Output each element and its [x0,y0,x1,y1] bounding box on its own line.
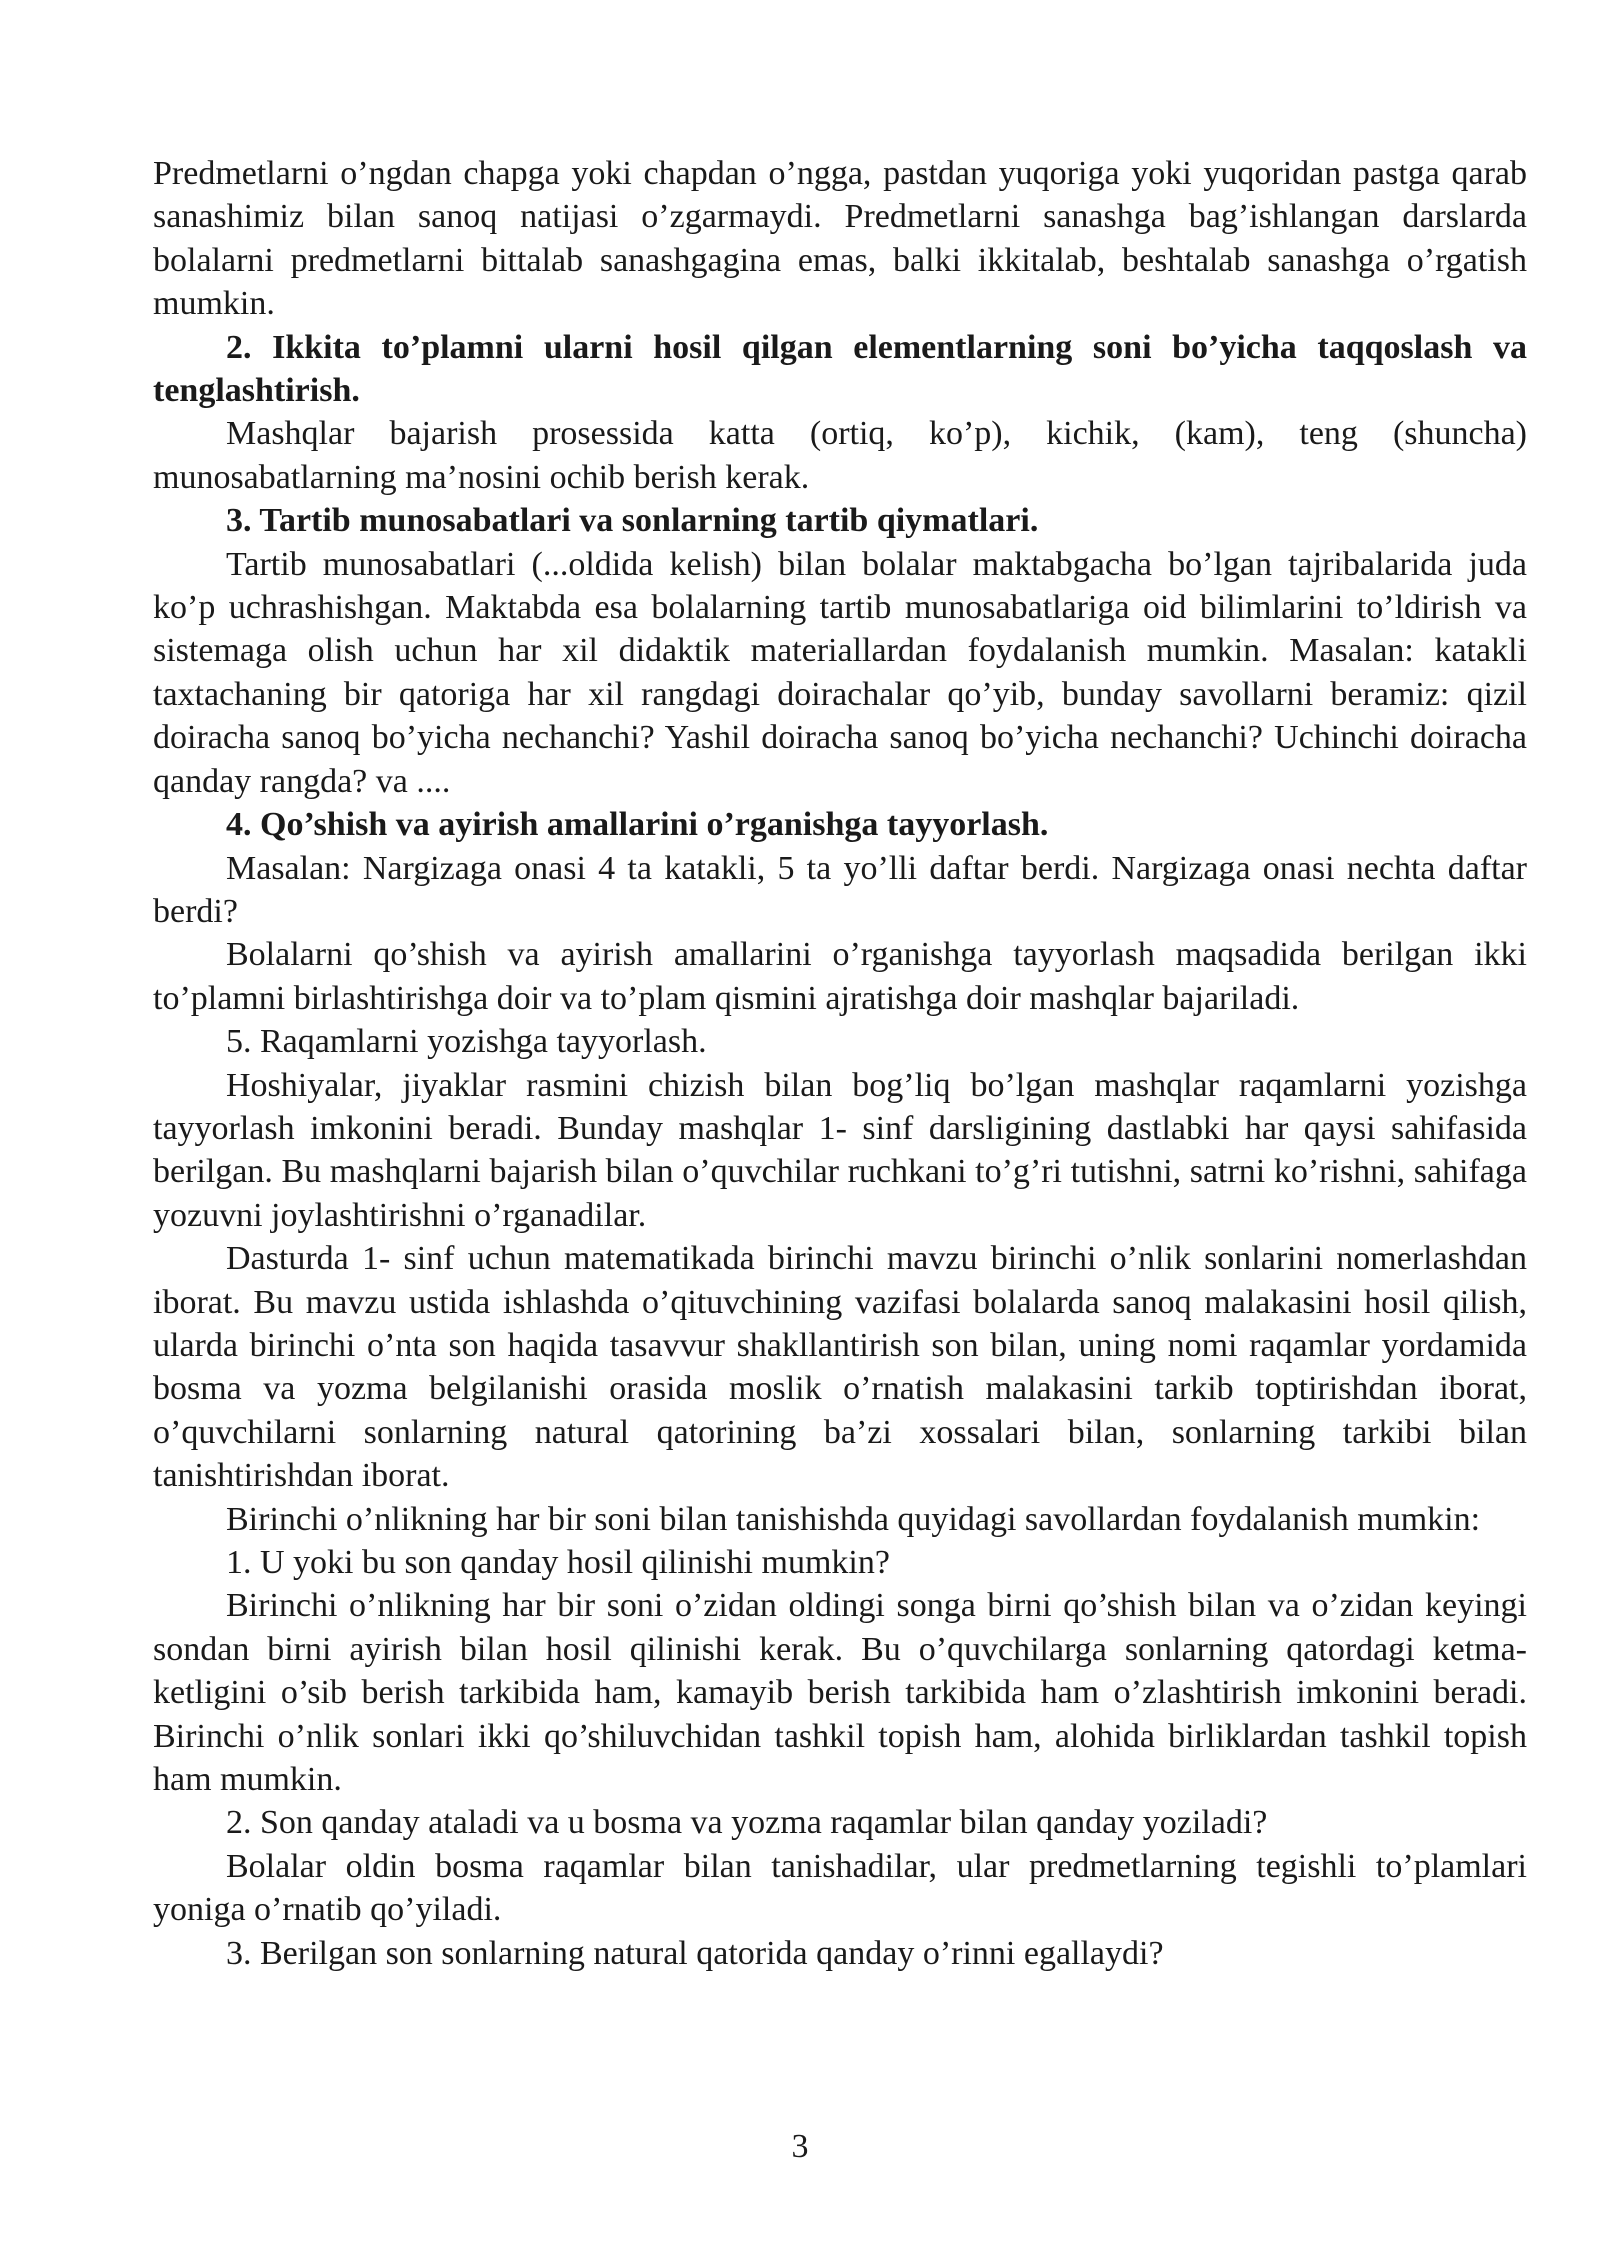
body-text [153,152,1527,1975]
paragraph-counting-direction: Predmetlarni o’ngdan chapga yoki chapdan o’ngga, pastdan yuqoriga yoki yuqoridan pastga qarab sanashimiz bilan sanoq natijasi o’zgarmaydi. Predmetlarni sanashga bag’ishlangan darslarda bolalarni predmetlarni bittalab sanashgagina emas, balki ikkitalab, beshtalab sanashga o’rgatish mumkin. [153,155,1527,323]
question-2: 2. Son qanday ataladi va u bosma va yozma raqamlar bilan qanday yoziladi? [226,1804,1268,1842]
paragraph-addition-prep: Bolalarni qo’shish va ayirish amallarini o’rganishga tayyorlash maqsadida berilgan ikki to’plamni birlashtirishga doir va to’plam qismini ajratishga doir mashqlar bajariladi. [153,936,1527,1017]
paragraph-example-nargiza: Masalan: Nargizaga onasi 4 ta katakli, 5 ta yo’lli daftar berdi. Nargizaga onasi nechta daftar berdi? [153,849,1527,930]
question-3: 3. Berilgan son sonlarning natural qatorida qanday o’rinni egallaydi? [226,1934,1164,1972]
paragraph-borders: Hoshiyalar, jiyaklar rasmini chizish bilan bog’liq bo’lgan mashqlar raqamlarni yozishga tayyorlash imkonini beradi. Bunday mashqlar 1- sinf darsligining dastlabki har qaysi sahifasida berilgan. Bu mashqlarni bajarish bilan o’quvchilar ruchkani to’g’ri tutishni, satrni ko’rishni, sahifaga yozuvni joylashtirishni o’rganadilar. [153,1066,1527,1234]
heading-digit-writing: 5. Raqamlarni yozishga tayyorlash. [226,1023,707,1061]
paragraph-first-ten: Birinchi o’nlikning har bir soni o’zidan oldingi songa birni qo’shish bilan va o’zidan keyingi sondan birni ayirish bilan hosil qilinishi kerak. Bu o’quvchilarga sonlarning qatordagi ketma-ketligini o’sib berish tarkibida ham, kamayib berish tarkibida ham o’zlashtirish imkonini beradi. Birinchi o’nlik sonlari ikki qo’shiluvchidan tashkil topish ham, alohida birliklardan tashkil topish ham mumkin. [153,1587,1527,1799]
paragraph-exercises: Mashqlar bajarish prosessida katta (ortiq, ko’p), kichik, (kam), teng (shuncha) munosabatlarning ma’nosini ochib berish kerak. [153,415,1527,496]
paragraph-questions-intro: Birinchi o’nlikning har bir soni bilan tanishishda quyidagi savollardan foydalanish mumkin: [226,1500,1481,1538]
question-1: 1. U yoki bu son qanday hosil qilinishi mumkin? [226,1544,890,1581]
paragraph-order-relations: Tartib munosabatlari (...oldida kelish) bilan bolalar maktabgacha bo’lgan tajribalarida juda ko’p uchrashishgan. Maktabda esa bolalarning tartib munosabatlariga oid bilimlarini to’ldirish va sistemaga olish uchun har xil didaktik materiallardan foydalanish mumkin. Masalan: katakli taxtachaning bir qatoriga har xil rangdagi doirachalar qo’yib, bunday savollarni beramiz: qizil doiracha sanoq bo’yicha nechanchi? Yashil doiracha sanoq bo’yicha nechanchi? Uchinchi doiracha qanday rangda? va .... [153,545,1527,800]
heading-set-comparison: 2. Ikkita to’plamni ularni hosil qilgan elementlarning soni bo’yicha taqqoslash va tenglashtirish. [153,328,1527,410]
heading-addition-subtraction: 4. Qo’shish va ayirish amallarini o’rganishga tayyorlash. [226,806,1049,844]
page-number: 3 [791,2128,809,2165]
paragraph-curriculum: Dasturda 1- sinf uchun matematikada birinchi mavzu birinchi o’nlik sonlarini nomerlashdan iborat. Bu mavzu ustida ishlashda o’qituvchining vazifasi bolalarda sanoq malakasini hosil qilish, ularda birinchi o’nta son haqida tasavvur shakllantirish son bilan, uning nomi raqamlar yordamida bosma va yozma belgilanishi orasida moslik o’rnatish malakasini tarkib toptirishdan iborat, o’quvchilarni sonlarning natural qatorining ba’zi xossalari bilan, sonlarning tarkibi bilan tanishtirishdan iborat. [153,1240,1527,1495]
heading-order-relations: 3. Tartib munosabatlari va sonlarning tartib qiymatlari. [226,502,1039,540]
paragraph-printed-digits: Bolalar oldin bosma raqamlar bilan tanishadilar, ular predmetlarning tegishli to’plamlari yoniga o’rnatib qo’yiladi. [153,1847,1527,1929]
